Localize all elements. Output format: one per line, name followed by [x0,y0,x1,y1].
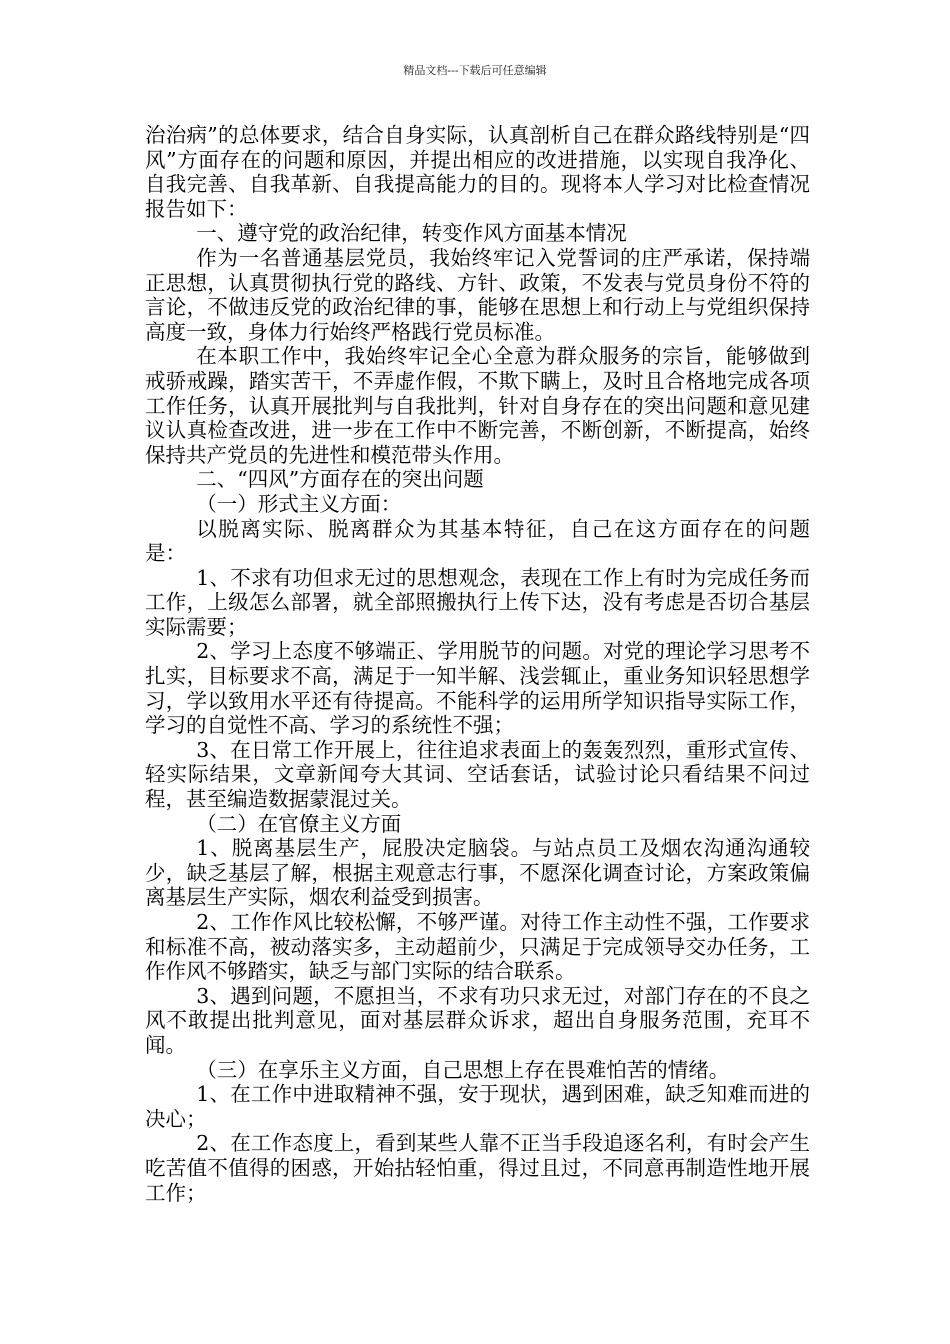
section-heading-2: 二、“四风”方面存在的突出问题 [196,467,484,492]
paragraph: 在本职工作中，我始终牢记全心全意为群众服务的宗旨，能够做到戒骄戒躁，踏实苦干，不弄虚作假，不欺下瞒上，及时且合格地完成各项工作任务，认真开展批判与自我批判，针对自身存在的突出问题和意见建议认真检查改进，进一步在工作中不断完善，不断创新，不断提高，始终保持共产党员的先进性和模范带头作用。 [145,344,810,467]
page-header: 精品文档---下载后可任意编辑 [403,64,547,77]
subsection-heading: （三）在享乐主义方面，自己思想上存在畏难怕苦的情绪。 [196,1057,730,1082]
list-item: 1、脱离基层生产，屁股决定脑袋。与站点员工及烟农沟通沟通较少，缺乏基层了解，根据主观意志行事，不愿深化调查讨论，方案政策偏离基层生产实际，烟农利益受到损害。 [145,836,810,910]
paragraph: 以脱离实际、脱离群众为其基本特征，自己在这方面存在的问题是： [145,516,810,566]
list-item: 1、不求有功但求无过的思想观念，表现在工作上有时为完成任务而工作，上级怎么部署，就全部照搬执行上传下达，没有考虑是否切合基层实际需要； [145,565,810,639]
list-item: 2、学习上态度不够端正、学用脱节的问题。对党的理论学习思考不扎实，目标要求不高，满足于一知半解、浅尝辄止，重业务知识轻思想学习，学以致用水平还有待提高。不能科学的运用所学知识指导实际工作，学习的自觉性不高、学习的系统性不强； [145,639,810,738]
section-heading-1: 一、遵守党的政治纪律，转变作风方面基本情况 [196,221,627,246]
subsection-heading: （一）形式主义方面： [196,491,402,516]
list-item: 3、在日常工作开展上，往往追求表面上的轰轰烈烈，重形式宣传、轻实际结果，文章新闻夸大其词、空话套话，试验讨论只看结果不问过程，甚至编造数据蒙混过关。 [145,737,810,812]
subsection-heading: （二）在官僚主义方面 [196,811,402,836]
list-item: 1、在工作中进取精神不强，安于现状，遇到困难，缺乏知难而进的决心； [145,1082,810,1131]
list-item: 3、遇到问题，不愿担当，不求有功只求无过，对部门存在的不良之风不敢提出批判意见，面对基层群众诉求，超出自身服务范围，充耳不闻。 [145,983,810,1057]
list-item: 2、工作作风比较松懈，不够严谨。对待工作主动性不强，工作要求和标准不高，被动落实多，主动超前少，只满足于完成领导交办任务，工作作风不够踏实，缺乏与部门实际的结合联系。 [145,910,810,984]
paragraph: 作为一名普通基层党员，我始终牢记入党誓词的庄严承诺，保持端正思想，认真贯彻执行党的路线、方针、政策，不发表与党员身份不符的言论，不做违反党的政治纪律的事，能够在思想上和行动上与党组织保持高度一致，身体力行始终严格践行党员标准。 [145,245,810,344]
document-body [145,123,810,1205]
paragraph-intro: 治治病”的总体要求，结合自身实际，认真剖析自己在群众路线特别是“四风”方面存在的问题和原因，并提出相应的改进措施，以实现自我净化、自我完善、自我革新、自我提高能力的目的。现将本人学习对比检查情况报告如下： [145,123,810,221]
list-item: 2、在工作态度上，看到某些人靠不正当手段追逐名利，有时会产生吃苦值不值得的困惑，开始拈轻怕重，得过且过，不同意再制造性地开展工作； [145,1131,810,1205]
